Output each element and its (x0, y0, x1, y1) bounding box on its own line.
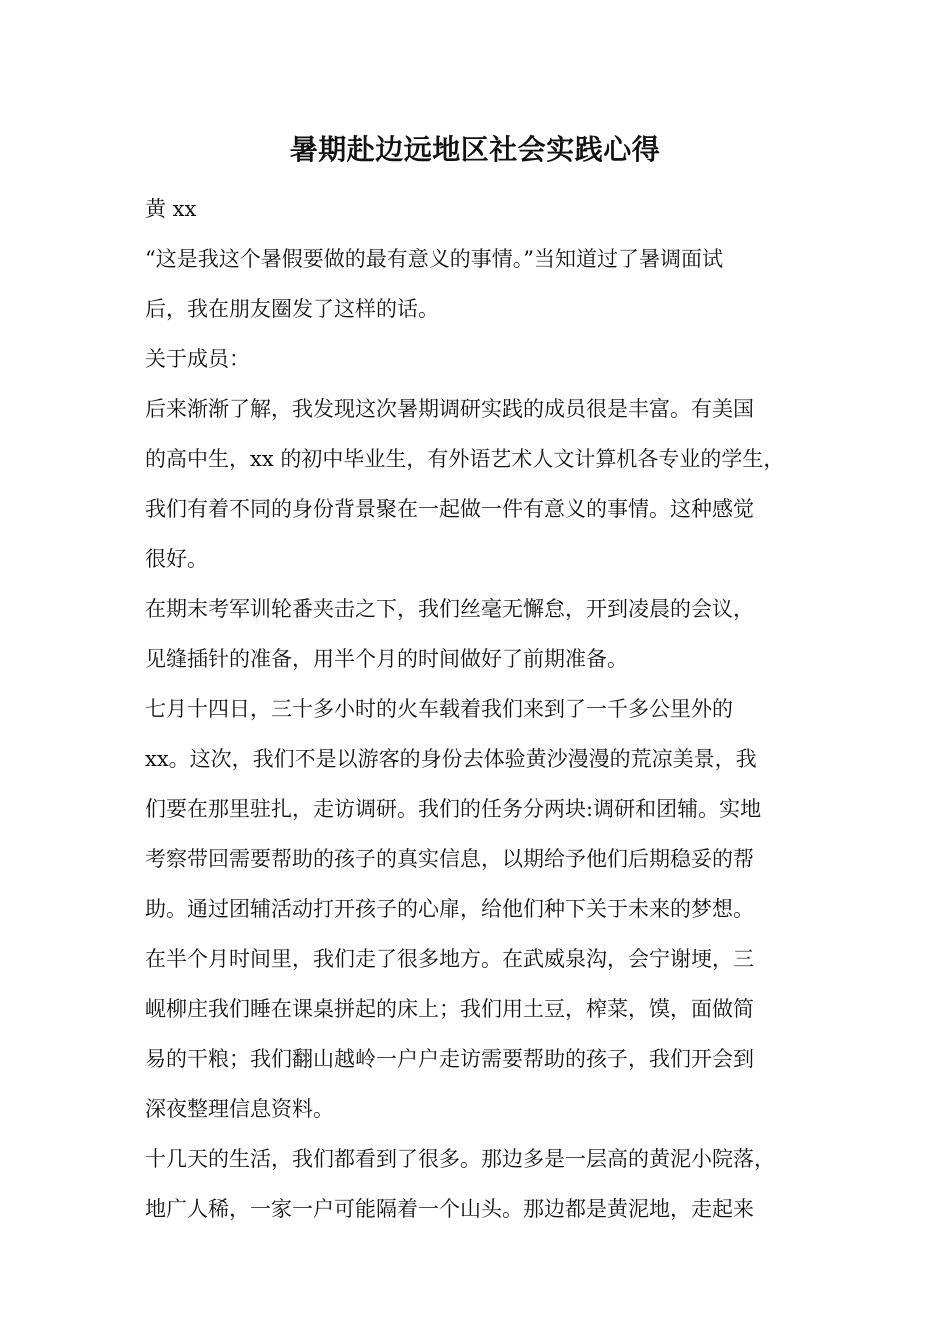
text-line: 们要在那里驻扎，走访调研。我们的任务分两块:调研和团辅。实地 (145, 797, 762, 821)
text-line: 后，我在朋友圈发了这样的话。 (145, 297, 439, 321)
author-line: 黄 xx (145, 197, 197, 221)
text-line: 很好。 (145, 547, 208, 571)
text-line: 见缝插针的准备，用半个月的时间做好了前期准备。 (145, 647, 628, 671)
text-line: 七月十四日，三十多小时的火车载着我们来到了一千多公里外的 (145, 697, 733, 721)
document-body (145, 184, 835, 1234)
text-line: 在期末考军训轮番夹击之下，我们丝毫无懈怠，开到凌晨的会议， (145, 597, 754, 621)
text-line: 考察带回需要帮助的孩子的真实信息，以期给予他们后期稳妥的帮 (145, 847, 754, 871)
text-line: 在半个月时间里，我们走了很多地方。在武威泉沟，会宁谢埂，三 (145, 947, 754, 971)
text-line: 我们有着不同的身份背景聚在一起做一件有意义的事情。这种感觉 (145, 497, 754, 521)
text-line: “这是我这个暑假要做的最有意义的事情。”当知道过了暑调面试 (145, 247, 723, 271)
text-line: 地广人稀，一家一户可能隔着一个山头。那边都是黄泥地，走起来 (145, 1197, 754, 1221)
text-line: 后来渐渐了解，我发现这次暑期调研实践的成员很是丰富。有美国 (145, 397, 754, 421)
text-line: 岘柳庄我们睡在课桌拼起的床上；我们用土豆，榨菜，馍，面做简 (145, 997, 754, 1021)
text-line: xx。这次，我们不是以游客的身份去体验黄沙漫漫的荒凉美景，我 (145, 747, 757, 771)
text-line: 十几天的生活，我们都看到了很多。那边多是一层高的黄泥小院落， (145, 1147, 775, 1171)
text-line: 深夜整理信息资料。 (145, 1097, 334, 1121)
text-line: 助。通过团辅活动打开孩子的心扉，给他们种下关于未来的梦想。 (145, 897, 754, 921)
text-line: 易的干粮；我们翻山越岭一户户走访需要帮助的孩子，我们开会到 (145, 1047, 754, 1071)
text-line: 关于成员： (145, 347, 250, 371)
text-line: 的高中生，xx 的初中毕业生，有外语艺术人文计算机各专业的学生， (145, 447, 785, 471)
document-title: 暑期赴边远地区社会实践心得 (289, 133, 661, 166)
